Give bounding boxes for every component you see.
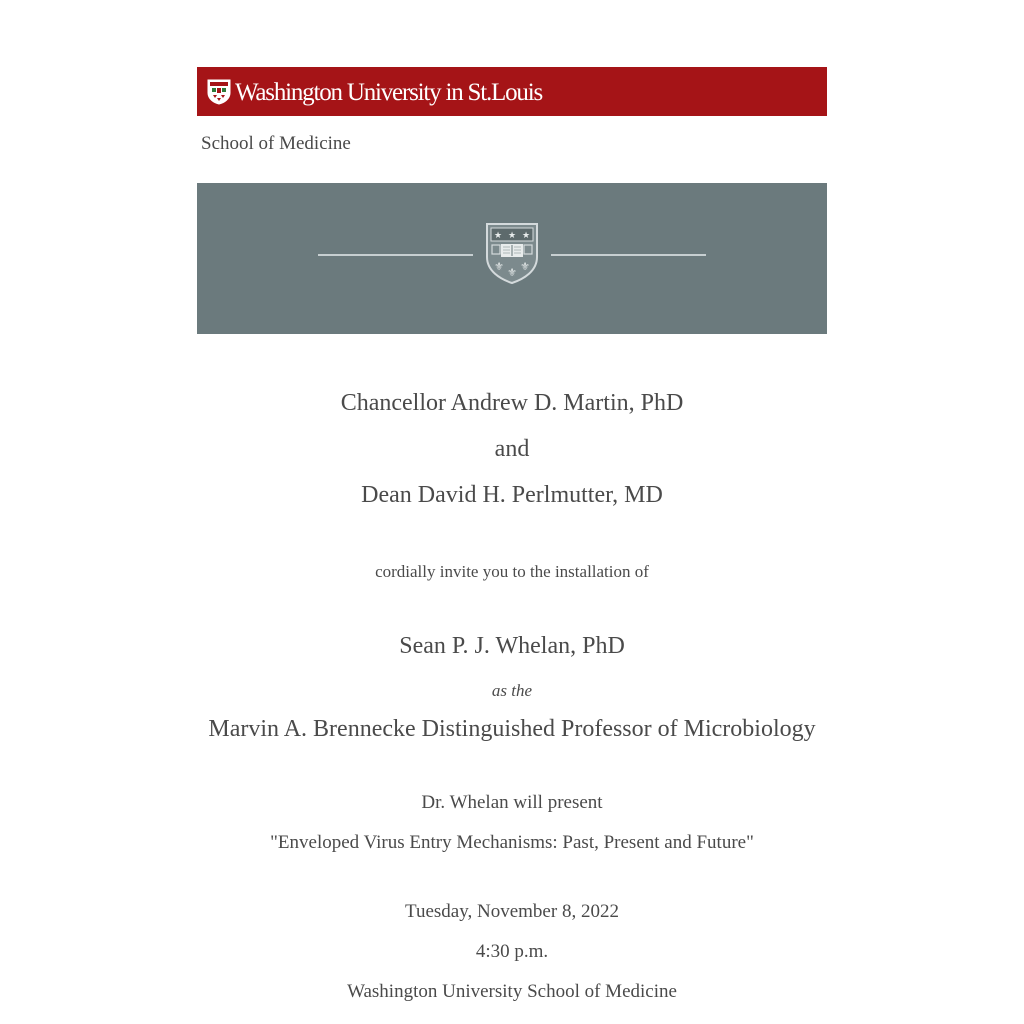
university-shield-icon	[207, 79, 231, 105]
svg-text:★: ★	[507, 231, 517, 241]
school-name: School of Medicine	[201, 133, 351, 154]
svg-text:⚜: ⚜	[507, 266, 517, 279]
svg-text:⚜: ⚜	[494, 260, 504, 273]
svg-text:★: ★	[521, 231, 531, 241]
lecture-title: "Enveloped Virus Entry Mechanisms: Past, Present and Future"	[270, 832, 754, 853]
hosts-conjunction: and	[494, 436, 530, 462]
university-name: Washington University in St.Louis	[235, 79, 542, 106]
svg-text:★: ★	[493, 231, 503, 241]
presentation-intro: Dr. Whelan will present	[421, 792, 603, 813]
host-chancellor: Chancellor Andrew D. Martin, PhD	[340, 390, 684, 416]
header-banner	[197, 183, 827, 334]
host-dean: Dean David H. Perlmutter, MD	[361, 482, 663, 508]
event-date: Tuesday, November 8, 2022	[405, 901, 619, 922]
event-venue: Washington University School of Medicine	[347, 981, 677, 1002]
as-the-connector: as the	[491, 681, 533, 700]
banner-divider-left	[318, 254, 473, 256]
banner-divider-right	[551, 254, 706, 256]
professorship-title: Marvin A. Brennecke Distinguished Professor of Microbiology	[208, 716, 816, 742]
event-time: 4:30 p.m.	[475, 941, 549, 962]
university-shield-icon	[484, 221, 540, 285]
invite-line: cordially invite you to the installation of	[375, 562, 649, 581]
honoree-name: Sean P. J. Whelan, PhD	[399, 633, 625, 659]
university-brand-bar[interactable]	[197, 67, 827, 116]
svg-text:⚜: ⚜	[520, 260, 530, 273]
email-header	[197, 67, 827, 334]
